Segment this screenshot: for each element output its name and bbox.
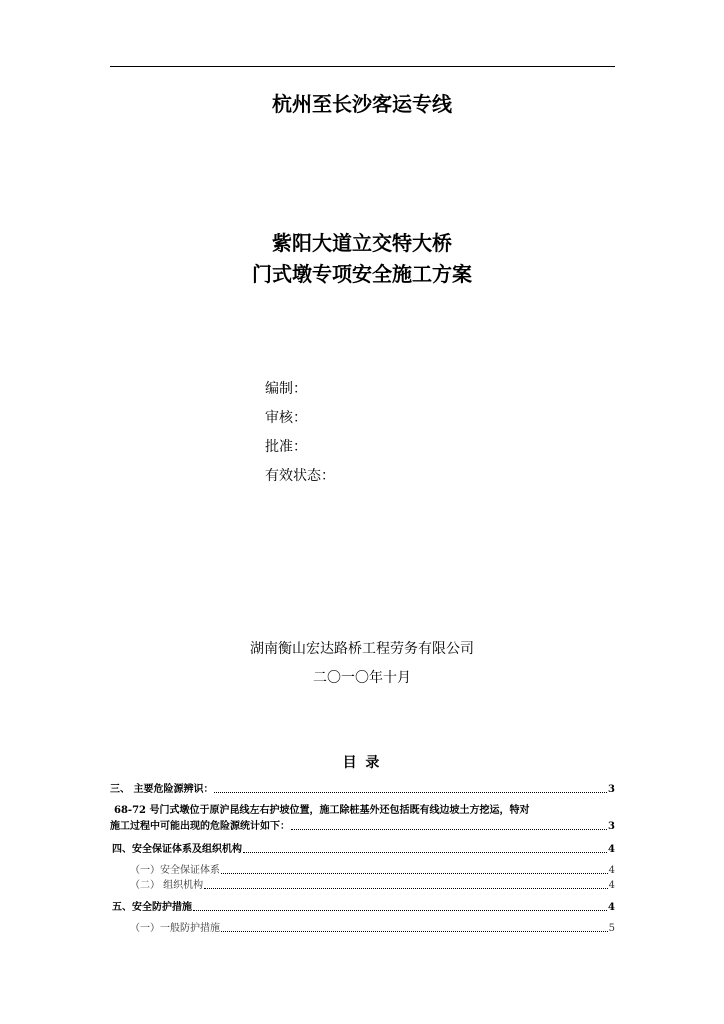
document-date: 二〇一〇年十月 <box>313 670 411 686</box>
toc-entry-page: 4 <box>608 865 615 876</box>
signoff-reviewed-by: 审核： <box>265 410 307 426</box>
toc-leader <box>243 852 607 853</box>
toc-entry-label: （一）一般防护措施 <box>130 923 220 934</box>
toc-entry-label: 68-72 号门式墩位于原沪昆线左右护坡位置，施工除桩基外还包括既有线边坡土方挖运，特对 <box>114 805 530 816</box>
toc-leader <box>221 873 608 874</box>
toc-leader <box>214 792 607 793</box>
toc-entry-page: 5 <box>608 923 615 934</box>
toc-entry[interactable] <box>110 780 615 795</box>
toc-entry-label: 四、安全保证体系及组织机构 <box>112 844 242 855</box>
toc-entry[interactable] <box>130 876 615 891</box>
signoff-validity-status: 有效状态： <box>265 468 335 484</box>
toc-leader <box>193 910 607 911</box>
company-name: 湖南衡山宏达路桥工程劳务有限公司 <box>250 641 474 657</box>
project-title: 杭州至长沙客运专线 <box>272 92 452 116</box>
toc-entry <box>114 801 615 816</box>
toc-entry-page: 3 <box>608 821 615 832</box>
toc-entry[interactable] <box>110 817 615 832</box>
toc-entry-label: （一）安全保证体系 <box>130 865 220 876</box>
toc-entry[interactable] <box>112 840 615 855</box>
header-rule <box>110 66 615 67</box>
toc-entry-page: 4 <box>608 880 615 891</box>
document-title-line-2: 门式墩专项安全施工方案 <box>252 262 472 286</box>
toc-entry-page: 4 <box>608 844 615 855</box>
toc-entry-page: 3 <box>608 784 615 795</box>
toc-entry-page: 4 <box>608 902 615 913</box>
toc-entry-label: （二） 组织机构 <box>130 880 204 891</box>
toc-entry-label: 三、 主要危险源辨识： <box>110 784 214 795</box>
toc-leader <box>204 888 607 889</box>
toc-leader <box>291 829 607 830</box>
signoff-approved-by: 批准： <box>265 439 307 455</box>
signoff-prepared-by: 编制： <box>265 381 307 397</box>
document-title-line-1: 紫阳大道立交特大桥 <box>272 231 452 255</box>
toc-entry[interactable] <box>130 919 615 934</box>
toc-entry-label: 施工过程中可能出现的危险源统计如下： <box>110 821 290 832</box>
toc-entry-label: 五、安全防护措施 <box>112 902 192 913</box>
toc-leader <box>221 931 608 932</box>
toc-entry[interactable] <box>112 898 615 913</box>
toc-heading: 目 录 <box>342 755 382 771</box>
toc-entry[interactable] <box>130 861 615 876</box>
